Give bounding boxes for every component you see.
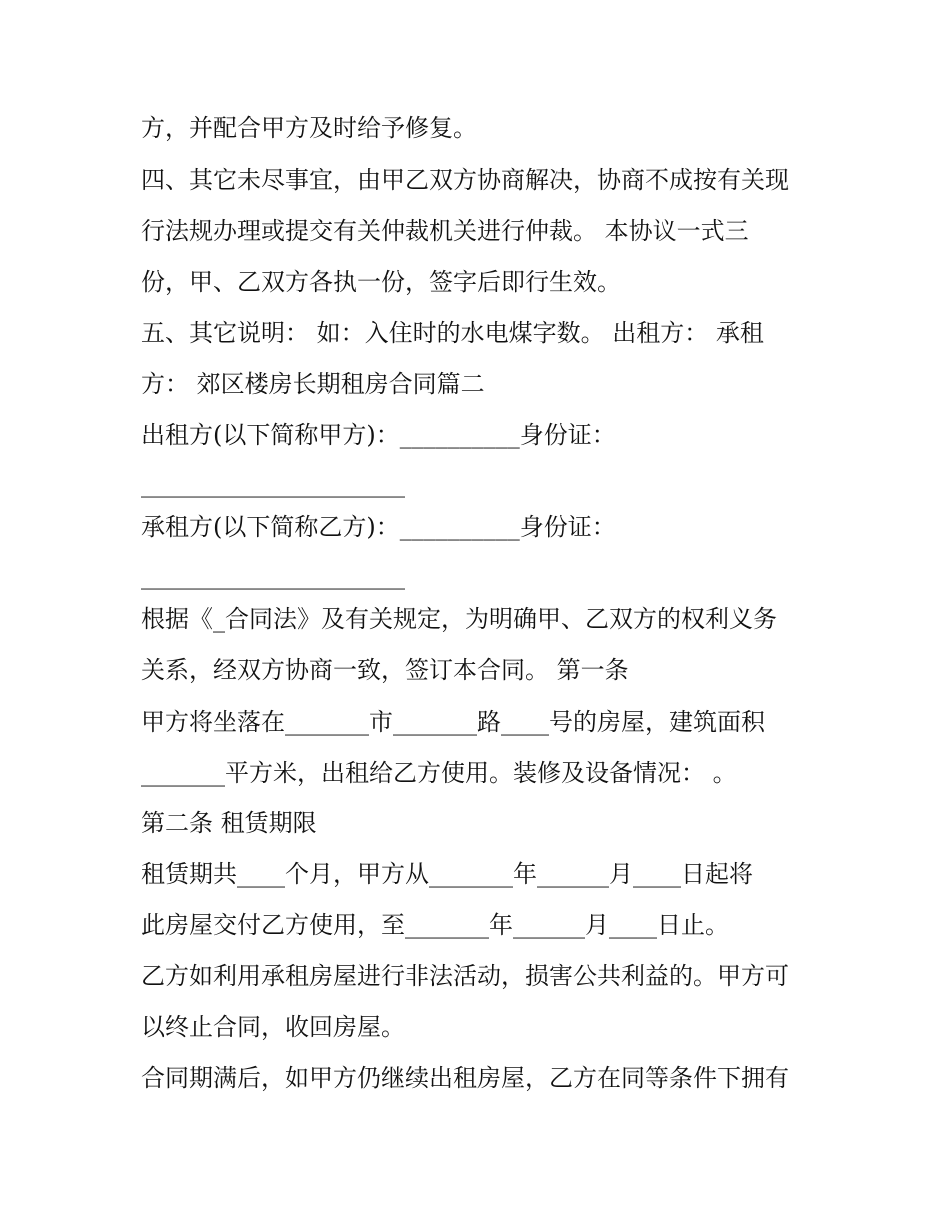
text-line: 份，甲、乙双方各执一份，签字后即行生效。 xyxy=(141,268,621,296)
text-line: 四、其它未尽事宜，由甲乙双方协商解决，协商不成按有关现 xyxy=(141,166,789,194)
text-line: 出租方(以下简称甲方)：__________身份证： xyxy=(141,421,616,449)
text-line: 甲方将坐落在_______市_______路____号的房屋，建筑面积 xyxy=(141,708,765,736)
text-line: 关系，经双方协商一致，签订本合同。 第一条 xyxy=(141,656,629,684)
text-line: 租赁期共____个月，甲方从_______年______月____日起将 xyxy=(141,860,753,888)
text-line: 根据《_合同法》及有关规定，为明确甲、乙双方的权利义务 xyxy=(141,605,777,633)
text-line: 合同期满后，如甲方仍继续出租房屋，乙方在同等条件下拥有 xyxy=(141,1064,789,1092)
signature-blank-line: ______________________ xyxy=(141,470,405,498)
text-line: 承租方(以下简称乙方)：__________身份证： xyxy=(141,513,616,541)
text-line: 方，并配合甲方及时给予修复。 xyxy=(141,114,477,142)
text-line: 行法规办理或提交有关仲裁机关进行仲裁。 本协议一式三 xyxy=(141,217,749,245)
text-line: 方： 郊区楼房长期租房合同篇二 xyxy=(141,370,485,398)
text-line: 乙方如利用承租房屋进行非法活动，损害公共利益的。甲方可 xyxy=(141,962,789,990)
text-line: 以终止合同，收回房屋。 xyxy=(141,1013,405,1041)
signature-blank-line: ______________________ xyxy=(141,562,405,590)
text-line: 五、其它说明： 如：入住时的水电煤字数。 出租方： 承租 xyxy=(141,319,764,347)
text-line: 此房屋交付乙方使用，至_______年______月____日止。 xyxy=(141,911,729,939)
section-heading: 第二条 租赁期限 xyxy=(141,809,317,837)
text-line: _______平方米，出租给乙方使用。装修及设备情况： 。 xyxy=(141,759,737,787)
